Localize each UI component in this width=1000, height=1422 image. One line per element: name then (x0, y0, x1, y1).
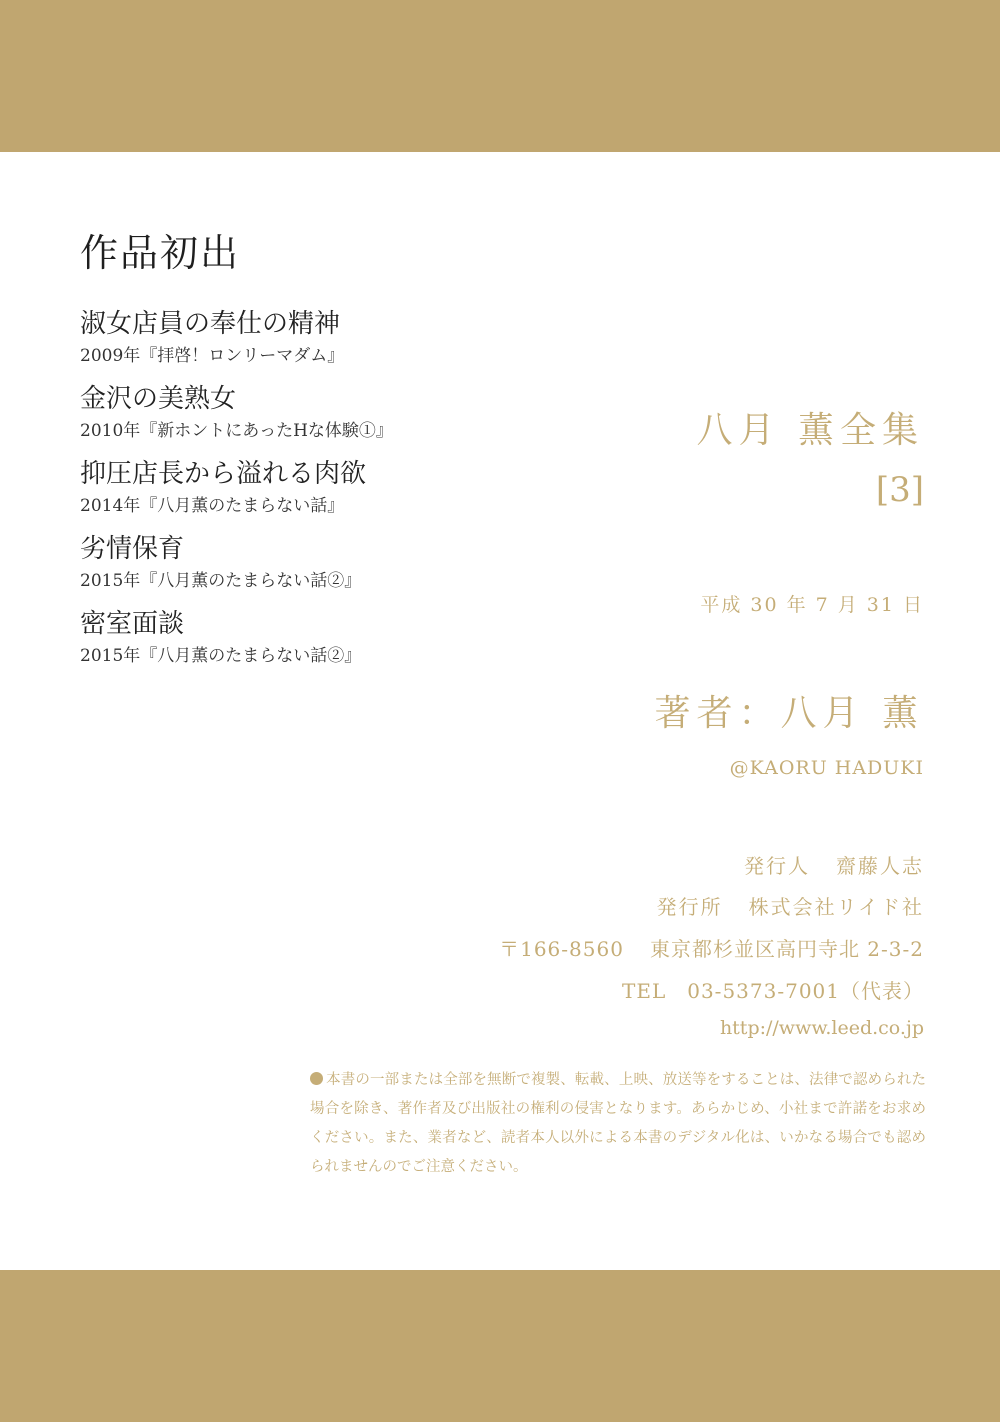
work-title: 金沢の美熟女 (80, 384, 237, 414)
list-item (80, 306, 580, 381)
postal-code: 〒166-8560 (499, 937, 624, 961)
publication-date: 平成 30 年 7 月 31 日 (700, 594, 924, 616)
work-source: 2009年『拝啓！ロンリーマダム』 (80, 346, 345, 366)
work-title: 劣情保育 (80, 534, 185, 564)
telephone-line: TEL 03-5373-7001（代表） (622, 979, 924, 1003)
publisher-person-line (744, 850, 924, 879)
author-credit: 著者：八月 薫 (654, 693, 924, 734)
work-source: 2010年『新ホントにあったHな体験①』 (80, 421, 393, 441)
publisher-person-name: 齋藤人志 (836, 854, 924, 878)
publisher-person-label: 発行人 (744, 854, 810, 878)
works-list (80, 306, 580, 681)
street-address: 東京都杉並区高円寺北 2-3-2 (649, 937, 924, 961)
website-url: http://www.leed.co.jp (719, 1017, 924, 1039)
work-source: 2015年『八月薫のたまらない話②』 (80, 571, 362, 591)
publisher-company-line (657, 891, 924, 920)
series-title: 八月 薫全集 (696, 410, 924, 451)
notice-text: 本書の一部または全部を無断で複製、転載、上映、放送等をすることは、法律で認められた場合を除き、著作者及び出版社の権利の侵害となります。あらかじめ、小社まで許諾をお求めください。また、業者など、読者本人以外による本書のデジタル化は、いかなる場合でも認められませんのでご注意ください。 (310, 1072, 926, 1175)
top-color-band (0, 0, 1000, 152)
work-source: 2014年『八月薫のたまらない話』 (80, 496, 345, 516)
work-title: 淑女店員の奉仕の精神 (80, 309, 341, 339)
list-item (80, 531, 580, 606)
list-item (80, 456, 580, 531)
bullet-icon (310, 1072, 323, 1085)
publisher-company-label: 発行所 (656, 895, 723, 919)
publisher-company-name: 株式会社リイド社 (748, 895, 924, 919)
volume-number: [3] (875, 470, 924, 510)
work-title: 密室面談 (80, 609, 185, 639)
copyright-line: @KAORU HADUKI (729, 757, 924, 779)
work-title: 抑圧店長から溢れる肉欲 (80, 459, 367, 489)
work-source: 2015年『八月薫のたまらない話②』 (80, 646, 362, 666)
bottom-color-band (0, 1270, 1000, 1422)
address-line (499, 933, 924, 962)
list-item (80, 606, 580, 681)
section-title: 作品初出 (80, 231, 241, 275)
list-item (80, 381, 580, 456)
copyright-notice (310, 1066, 926, 1182)
